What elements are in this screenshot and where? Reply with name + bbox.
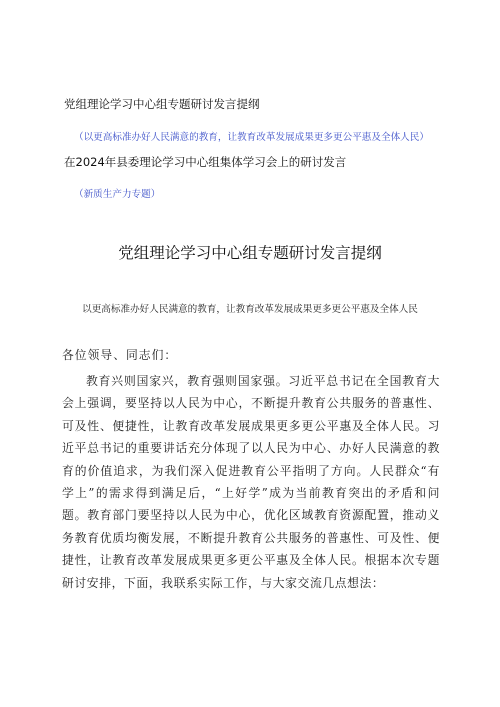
document-subtitle: 以更高标准办好人民满意的教育，让教育改革发展成果更多更公平惠及全体人民 [82, 304, 418, 315]
salutation: 各位领导、同志们： [62, 348, 178, 362]
toc-item-title-1: 党组理论学习中心组专题研讨发言提纲 [64, 97, 260, 111]
body-paragraph: 教育兴则国家兴，教育强则国家强。习近平总书记在全国教育大会上强调，要坚持以人民为中心，不断提升教育公共服务的普惠性、可及性、便捷性，让教育改革发展成果更多更公平惠及全体人民。习近平总书记的重要讲话充分体现了以人民为中心、办好人民满意的教育的价值追求，为我们深入促进教育公平指明了方向。人民群众“有学上”的需求得到满足后，“上好学”成为当前教育突出的矛盾和问题。教育部门要坚持以人民为中心，优化区域教育资源配置，推动义务教育优质均衡发展，不断提升教育公共服务的普惠性、可及性、便捷性，让教育改革发展成果更多更公平惠及全体人民。根据本次专题研讨安排，下面，我联系实际工作，与大家交流几点想法： [62, 374, 440, 590]
toc-item-subtitle-2: （新质生产力专题） [74, 189, 161, 200]
document-title: 党组理论学习中心组专题研讨发言提纲 [118, 244, 382, 262]
toc-item-subtitle-1: （以更高标准办好人民满意的教育，让教育改革发展成果更多更公平惠及全体人民） [74, 132, 429, 143]
toc-item-title-2: 在2024年县委理论学习中心组集体学习会上的研讨发言 [64, 155, 347, 169]
